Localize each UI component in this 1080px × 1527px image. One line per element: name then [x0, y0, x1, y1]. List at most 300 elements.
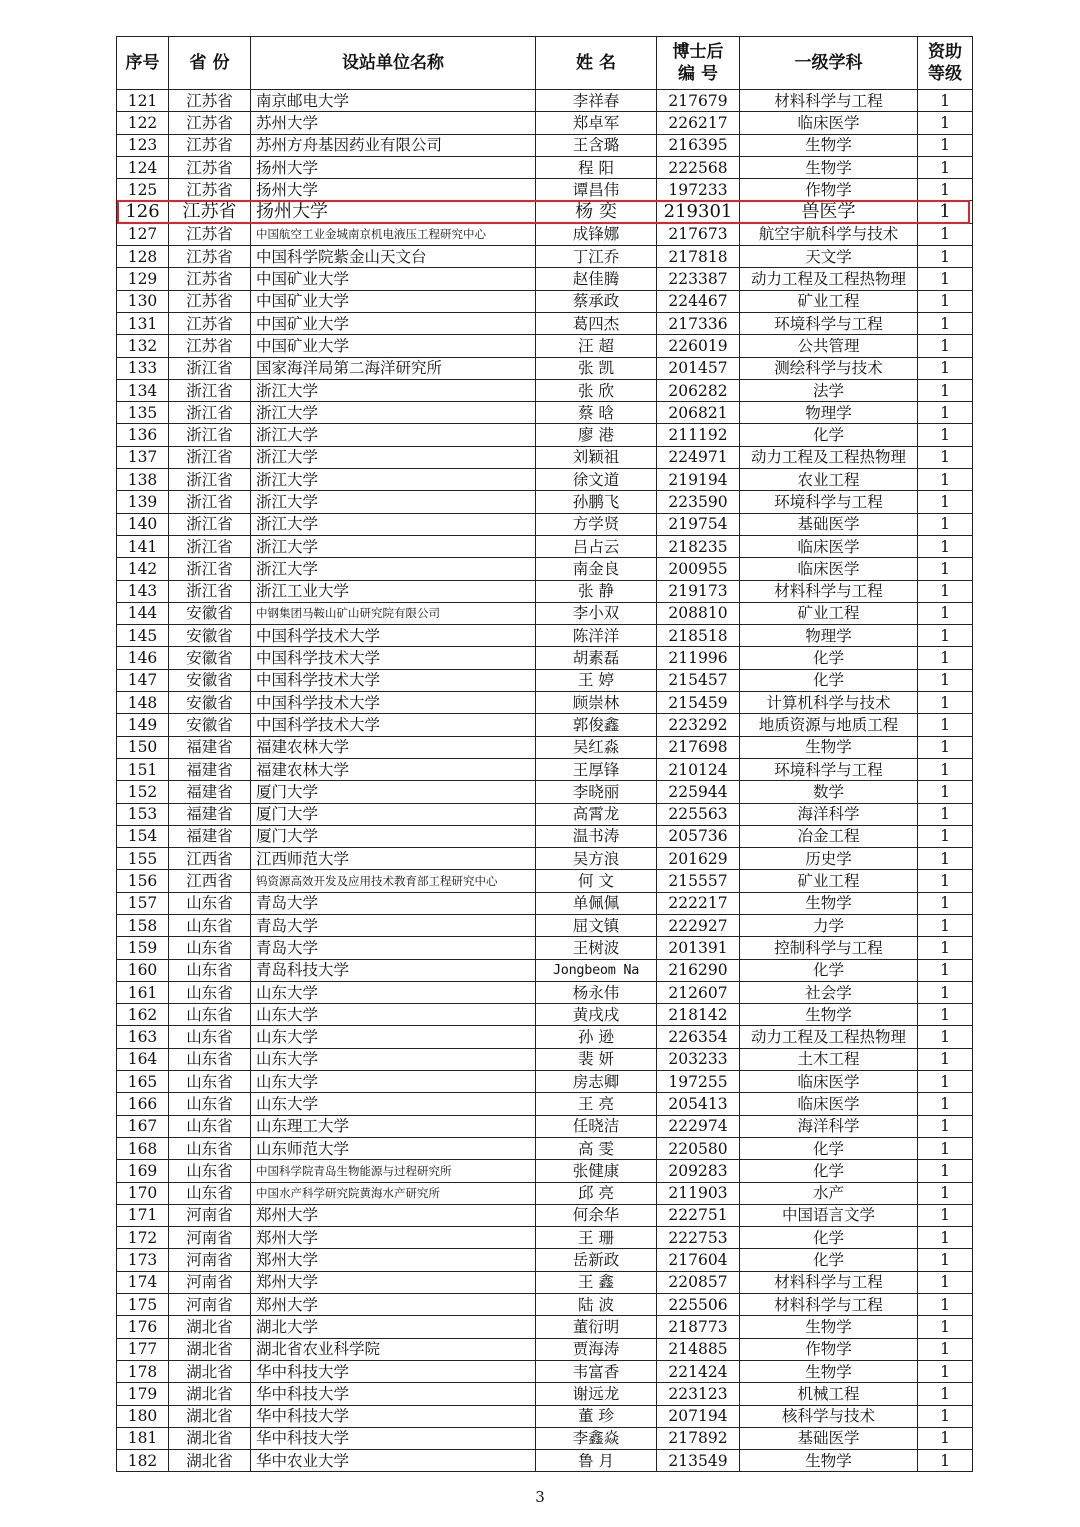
cell-grade: 1 — [918, 580, 973, 602]
cell-grade: 1 — [918, 491, 973, 513]
cell-unit: 郑州大学 — [251, 1249, 536, 1271]
cell-unit: 中国矿业大学 — [251, 290, 536, 312]
cell-discipline: 化学 — [740, 1137, 918, 1159]
cell-postdoc-no: 225944 — [657, 781, 740, 803]
cell-discipline: 临床医学 — [740, 1071, 918, 1093]
cell-province: 江苏省 — [169, 112, 251, 134]
cell-discipline: 矿业工程 — [740, 602, 918, 624]
cell-discipline: 生物学 — [740, 1316, 918, 1338]
cell-seq: 152 — [117, 781, 169, 803]
cell-grade: 1 — [918, 981, 973, 1003]
cell-grade: 1 — [918, 1427, 973, 1449]
cell-unit: 山东大学 — [251, 1048, 536, 1070]
table-row — [117, 1405, 973, 1427]
cell-seq: 165 — [117, 1071, 169, 1093]
table-row — [117, 1249, 973, 1271]
cell-grade: 1 — [918, 669, 973, 691]
cell-unit: 中国科学技术大学 — [251, 714, 536, 736]
cell-grade: 1 — [918, 424, 973, 446]
cell-discipline: 作物学 — [740, 179, 918, 201]
cell-name: 张 静 — [536, 580, 657, 602]
cell-unit: 浙江大学 — [251, 558, 536, 580]
cell-postdoc-no: 222974 — [657, 1115, 740, 1137]
cell-unit: 中国科学院紫金山天文台 — [251, 246, 536, 268]
cell-grade: 1 — [918, 1182, 973, 1204]
cell-name: 孙鹏飞 — [536, 491, 657, 513]
cell-name: Jongbeom Na — [536, 959, 657, 981]
header-postdoc-no — [657, 37, 740, 90]
cell-seq: 137 — [117, 446, 169, 468]
cell-seq: 170 — [117, 1182, 169, 1204]
cell-name: 董衍明 — [536, 1316, 657, 1338]
cell-name: 岳新政 — [536, 1249, 657, 1271]
cell-grade: 1 — [918, 513, 973, 535]
cell-unit: 浙江大学 — [251, 491, 536, 513]
cell-unit: 江西师范大学 — [251, 848, 536, 870]
cell-seq: 150 — [117, 736, 169, 758]
cell-postdoc-no: 223123 — [657, 1383, 740, 1405]
cell-province: 山东省 — [169, 1004, 251, 1026]
cell-seq: 148 — [117, 692, 169, 714]
cell-province: 山东省 — [169, 1048, 251, 1070]
cell-name: 刘颖祖 — [536, 446, 657, 468]
cell-province: 湖北省 — [169, 1316, 251, 1338]
cell-grade: 1 — [918, 201, 973, 223]
table-row — [117, 1004, 973, 1026]
cell-postdoc-no: 224467 — [657, 290, 740, 312]
cell-postdoc-no: 197255 — [657, 1071, 740, 1093]
cell-seq: 180 — [117, 1405, 169, 1427]
cell-province: 江苏省 — [169, 246, 251, 268]
cell-postdoc-no: 226217 — [657, 112, 740, 134]
table-row — [117, 1026, 973, 1048]
cell-postdoc-no: 211903 — [657, 1182, 740, 1204]
table-row — [117, 803, 973, 825]
cell-postdoc-no: 200955 — [657, 558, 740, 580]
cell-province: 浙江省 — [169, 580, 251, 602]
cell-province: 安徽省 — [169, 602, 251, 624]
cell-province: 浙江省 — [169, 535, 251, 557]
table-row — [117, 1071, 973, 1093]
cell-unit: 浙江大学 — [251, 402, 536, 424]
cell-grade: 1 — [918, 90, 973, 112]
table-row — [117, 246, 973, 268]
cell-name: 陆 波 — [536, 1294, 657, 1316]
table-row — [117, 602, 973, 624]
cell-unit: 中国水产科学研究院黄海水产研究所 — [251, 1182, 536, 1204]
cell-grade: 1 — [918, 848, 973, 870]
cell-grade: 1 — [918, 312, 973, 334]
table-row — [117, 446, 973, 468]
cell-name: 程 阳 — [536, 156, 657, 178]
cell-name: 郭俊鑫 — [536, 714, 657, 736]
cell-seq: 176 — [117, 1316, 169, 1338]
cell-grade: 1 — [918, 1204, 973, 1226]
cell-discipline: 公共管理 — [740, 335, 918, 357]
cell-grade: 1 — [918, 1026, 973, 1048]
table-row — [117, 1383, 973, 1405]
cell-postdoc-no: 216395 — [657, 134, 740, 156]
cell-postdoc-no: 210124 — [657, 758, 740, 780]
cell-province: 山东省 — [169, 937, 251, 959]
cell-discipline: 化学 — [740, 647, 918, 669]
cell-province: 安徽省 — [169, 692, 251, 714]
cell-postdoc-no: 226019 — [657, 335, 740, 357]
table-row — [117, 1137, 973, 1159]
cell-seq: 161 — [117, 981, 169, 1003]
cell-discipline: 土木工程 — [740, 1048, 918, 1070]
cell-unit: 浙江大学 — [251, 446, 536, 468]
cell-unit: 扬州大学 — [251, 201, 536, 223]
cell-province: 山东省 — [169, 1115, 251, 1137]
cell-seq: 123 — [117, 134, 169, 156]
cell-name: 汪 超 — [536, 335, 657, 357]
cell-name: 王含璐 — [536, 134, 657, 156]
cell-discipline: 化学 — [740, 1227, 918, 1249]
cell-postdoc-no: 222927 — [657, 914, 740, 936]
cell-grade: 1 — [918, 625, 973, 647]
cell-seq: 128 — [117, 246, 169, 268]
cell-discipline: 兽医学 — [740, 201, 918, 223]
cell-grade: 1 — [918, 647, 973, 669]
cell-discipline: 历史学 — [740, 848, 918, 870]
table-row — [117, 134, 973, 156]
cell-unit: 山东理工大学 — [251, 1115, 536, 1137]
cell-postdoc-no: 217604 — [657, 1249, 740, 1271]
cell-unit: 中国科学院青岛生物能源与过程研究所 — [251, 1160, 536, 1182]
cell-province: 福建省 — [169, 803, 251, 825]
table-row — [117, 714, 973, 736]
table-row — [117, 1048, 973, 1070]
cell-postdoc-no: 203233 — [657, 1048, 740, 1070]
table-row — [117, 580, 973, 602]
cell-name: 王 亮 — [536, 1093, 657, 1115]
cell-discipline: 材料科学与工程 — [740, 580, 918, 602]
cell-seq: 134 — [117, 379, 169, 401]
cell-grade: 1 — [918, 914, 973, 936]
cell-province: 浙江省 — [169, 446, 251, 468]
cell-seq: 158 — [117, 914, 169, 936]
cell-unit: 中国矿业大学 — [251, 268, 536, 290]
cell-postdoc-no: 222217 — [657, 892, 740, 914]
cell-seq: 167 — [117, 1115, 169, 1137]
cell-discipline: 动力工程及工程热物理 — [740, 446, 918, 468]
cell-name: 韦富香 — [536, 1360, 657, 1382]
cell-province: 福建省 — [169, 758, 251, 780]
cell-unit: 南京邮电大学 — [251, 90, 536, 112]
cell-postdoc-no: 217679 — [657, 90, 740, 112]
cell-grade: 1 — [918, 1316, 973, 1338]
cell-postdoc-no: 214885 — [657, 1338, 740, 1360]
cell-postdoc-no: 219754 — [657, 513, 740, 535]
cell-seq: 122 — [117, 112, 169, 134]
cell-province: 江苏省 — [169, 179, 251, 201]
cell-name: 谢远龙 — [536, 1383, 657, 1405]
cell-grade: 1 — [918, 335, 973, 357]
cell-grade: 1 — [918, 134, 973, 156]
cell-name: 郑卓军 — [536, 112, 657, 134]
cell-discipline: 物理学 — [740, 625, 918, 647]
cell-name: 裴 妍 — [536, 1048, 657, 1070]
cell-grade: 1 — [918, 1137, 973, 1159]
cell-postdoc-no: 218235 — [657, 535, 740, 557]
cell-unit: 郑州大学 — [251, 1204, 536, 1226]
cell-seq: 178 — [117, 1360, 169, 1382]
cell-name: 吕占云 — [536, 535, 657, 557]
cell-grade: 1 — [918, 825, 973, 847]
table-row — [117, 1338, 973, 1360]
table-row — [117, 914, 973, 936]
cell-seq: 121 — [117, 90, 169, 112]
cell-province: 山东省 — [169, 981, 251, 1003]
cell-unit: 华中农业大学 — [251, 1450, 536, 1472]
cell-unit: 华中科技大学 — [251, 1360, 536, 1382]
cell-discipline: 环境科学与工程 — [740, 491, 918, 513]
cell-postdoc-no: 213549 — [657, 1450, 740, 1472]
cell-province: 山东省 — [169, 1071, 251, 1093]
cell-name: 李祥春 — [536, 90, 657, 112]
cell-province: 河南省 — [169, 1204, 251, 1226]
cell-discipline: 海洋科学 — [740, 1115, 918, 1137]
cell-unit: 厦门大学 — [251, 803, 536, 825]
cell-discipline: 材料科学与工程 — [740, 90, 918, 112]
cell-province: 河南省 — [169, 1227, 251, 1249]
cell-discipline: 生物学 — [740, 134, 918, 156]
cell-name: 张 欣 — [536, 379, 657, 401]
table-row — [117, 90, 973, 112]
table-row — [117, 892, 973, 914]
cell-province: 河南省 — [169, 1294, 251, 1316]
cell-seq: 126 — [117, 201, 169, 223]
cell-discipline: 天文学 — [740, 246, 918, 268]
cell-grade: 1 — [918, 959, 973, 981]
cell-grade: 1 — [918, 1115, 973, 1137]
cell-seq: 171 — [117, 1204, 169, 1226]
cell-grade: 1 — [918, 736, 973, 758]
cell-unit: 扬州大学 — [251, 156, 536, 178]
cell-seq: 139 — [117, 491, 169, 513]
cell-seq: 132 — [117, 335, 169, 357]
table-row — [117, 1427, 973, 1449]
cell-discipline: 化学 — [740, 959, 918, 981]
cell-discipline: 材料科学与工程 — [740, 1294, 918, 1316]
cell-postdoc-no: 215557 — [657, 870, 740, 892]
cell-seq: 168 — [117, 1137, 169, 1159]
cell-postdoc-no: 220580 — [657, 1137, 740, 1159]
cell-province: 江苏省 — [169, 134, 251, 156]
cell-postdoc-no: 206821 — [657, 402, 740, 424]
cell-postdoc-no: 206282 — [657, 379, 740, 401]
cell-unit: 浙江大学 — [251, 469, 536, 491]
cell-seq: 138 — [117, 469, 169, 491]
table-body — [117, 90, 973, 1472]
cell-discipline: 临床医学 — [740, 558, 918, 580]
cell-name: 李鑫焱 — [536, 1427, 657, 1449]
table-row — [117, 736, 973, 758]
cell-province: 湖北省 — [169, 1360, 251, 1382]
cell-unit: 苏州大学 — [251, 112, 536, 134]
cell-unit: 中国科学技术大学 — [251, 669, 536, 691]
cell-seq: 149 — [117, 714, 169, 736]
cell-discipline: 中国语言文学 — [740, 1204, 918, 1226]
cell-province: 福建省 — [169, 736, 251, 758]
cell-unit: 青岛大学 — [251, 937, 536, 959]
header-unit: 设站单位名称 — [251, 37, 536, 90]
cell-postdoc-no: 218142 — [657, 1004, 740, 1026]
cell-province: 湖北省 — [169, 1383, 251, 1405]
table-row — [117, 1360, 973, 1382]
cell-province: 江苏省 — [169, 335, 251, 357]
cell-province: 浙江省 — [169, 469, 251, 491]
cell-unit: 福建农林大学 — [251, 736, 536, 758]
cell-name: 廖 港 — [536, 424, 657, 446]
table-row — [117, 290, 973, 312]
cell-grade: 1 — [918, 179, 973, 201]
table-row — [117, 981, 973, 1003]
cell-discipline: 生物学 — [740, 892, 918, 914]
cell-province: 江苏省 — [169, 223, 251, 245]
cell-discipline: 化学 — [740, 424, 918, 446]
table-row — [117, 959, 973, 981]
cell-name: 鲁 月 — [536, 1450, 657, 1472]
cell-discipline: 地质资源与地质工程 — [740, 714, 918, 736]
cell-postdoc-no: 217673 — [657, 223, 740, 245]
cell-seq: 182 — [117, 1450, 169, 1472]
cell-seq: 127 — [117, 223, 169, 245]
cell-discipline: 控制科学与工程 — [740, 937, 918, 959]
cell-discipline: 动力工程及工程热物理 — [740, 1026, 918, 1048]
table-row — [117, 535, 973, 557]
page-number: 3 — [535, 1488, 545, 1506]
cell-unit: 青岛大学 — [251, 914, 536, 936]
cell-province: 江苏省 — [169, 290, 251, 312]
cell-postdoc-no: 201391 — [657, 937, 740, 959]
cell-grade: 1 — [918, 1338, 973, 1360]
cell-name: 丁江乔 — [536, 246, 657, 268]
table-row — [117, 647, 973, 669]
cell-province: 山东省 — [169, 1182, 251, 1204]
cell-province: 安徽省 — [169, 647, 251, 669]
cell-grade: 1 — [918, 446, 973, 468]
cell-grade: 1 — [918, 223, 973, 245]
cell-grade: 1 — [918, 1383, 973, 1405]
cell-postdoc-no: 224971 — [657, 446, 740, 468]
cell-seq: 136 — [117, 424, 169, 446]
cell-unit: 苏州方舟基因药业有限公司 — [251, 134, 536, 156]
cell-postdoc-no: 226354 — [657, 1026, 740, 1048]
cell-postdoc-no: 219194 — [657, 469, 740, 491]
cell-discipline: 基础医学 — [740, 513, 918, 535]
cell-unit: 厦门大学 — [251, 825, 536, 847]
cell-discipline: 社会学 — [740, 981, 918, 1003]
cell-postdoc-no: 217892 — [657, 1427, 740, 1449]
cell-province: 山东省 — [169, 1137, 251, 1159]
postdoc-funding-table — [116, 36, 973, 1472]
cell-name: 赵佳腾 — [536, 268, 657, 290]
cell-name: 胡素磊 — [536, 647, 657, 669]
cell-postdoc-no: 225506 — [657, 1294, 740, 1316]
cell-grade: 1 — [918, 892, 973, 914]
cell-discipline: 环境科学与工程 — [740, 312, 918, 334]
cell-seq: 177 — [117, 1338, 169, 1360]
cell-province: 河南省 — [169, 1249, 251, 1271]
table-row — [117, 825, 973, 847]
header-name: 姓 名 — [536, 37, 657, 90]
header-grade-line1: 资助 — [928, 42, 962, 62]
cell-grade: 1 — [918, 1004, 973, 1026]
cell-name: 孙 逊 — [536, 1026, 657, 1048]
cell-seq: 129 — [117, 268, 169, 290]
cell-unit: 福建农林大学 — [251, 758, 536, 780]
cell-seq: 133 — [117, 357, 169, 379]
cell-discipline: 生物学 — [740, 1450, 918, 1472]
cell-unit: 山东大学 — [251, 981, 536, 1003]
cell-grade: 1 — [918, 870, 973, 892]
cell-unit: 华中科技大学 — [251, 1405, 536, 1427]
cell-name: 何 文 — [536, 870, 657, 892]
cell-province: 浙江省 — [169, 558, 251, 580]
cell-province: 江苏省 — [169, 201, 251, 223]
cell-postdoc-no: 222753 — [657, 1227, 740, 1249]
table-row — [117, 669, 973, 691]
cell-name: 李小双 — [536, 602, 657, 624]
cell-name: 王厚锋 — [536, 758, 657, 780]
cell-name: 方学贤 — [536, 513, 657, 535]
cell-postdoc-no: 205736 — [657, 825, 740, 847]
cell-discipline: 测绘科学与技术 — [740, 357, 918, 379]
table-row — [117, 357, 973, 379]
cell-name: 吴红淼 — [536, 736, 657, 758]
cell-discipline: 作物学 — [740, 1338, 918, 1360]
cell-discipline: 生物学 — [740, 156, 918, 178]
table-row — [117, 781, 973, 803]
cell-postdoc-no: 219301 — [657, 201, 740, 223]
cell-unit: 浙江工业大学 — [251, 580, 536, 602]
cell-seq: 135 — [117, 402, 169, 424]
cell-province: 福建省 — [169, 825, 251, 847]
cell-discipline: 化学 — [740, 1160, 918, 1182]
cell-unit: 浙江大学 — [251, 513, 536, 535]
cell-province: 安徽省 — [169, 669, 251, 691]
cell-province: 山东省 — [169, 1160, 251, 1182]
cell-province: 山东省 — [169, 1093, 251, 1115]
cell-seq: 141 — [117, 535, 169, 557]
cell-unit: 湖北大学 — [251, 1316, 536, 1338]
table-row — [117, 848, 973, 870]
cell-postdoc-no: 207194 — [657, 1405, 740, 1427]
cell-postdoc-no: 209283 — [657, 1160, 740, 1182]
cell-unit: 中国矿业大学 — [251, 335, 536, 357]
header-province: 省 份 — [169, 37, 251, 90]
cell-name: 南金良 — [536, 558, 657, 580]
cell-discipline: 核科学与技术 — [740, 1405, 918, 1427]
cell-seq: 174 — [117, 1271, 169, 1293]
cell-grade: 1 — [918, 602, 973, 624]
table-row — [117, 1115, 973, 1137]
cell-province: 浙江省 — [169, 513, 251, 535]
table-row — [117, 268, 973, 290]
cell-name: 何余华 — [536, 1204, 657, 1226]
cell-name: 高霄龙 — [536, 803, 657, 825]
cell-province: 湖北省 — [169, 1338, 251, 1360]
cell-discipline: 临床医学 — [740, 535, 918, 557]
cell-name: 蔡 晗 — [536, 402, 657, 424]
cell-province: 浙江省 — [169, 491, 251, 513]
cell-postdoc-no: 201457 — [657, 357, 740, 379]
cell-unit: 山东大学 — [251, 1026, 536, 1048]
cell-grade: 1 — [918, 1360, 973, 1382]
cell-grade: 1 — [918, 1294, 973, 1316]
